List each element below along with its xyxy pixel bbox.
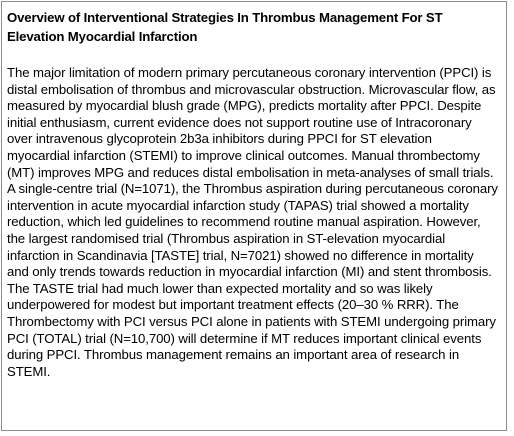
paragraph-spacer — [7, 46, 498, 65]
abstract-title: Overview of Interventional Strategies In Thrombus Management For ST Elevation Myocardial Infarction — [7, 10, 443, 44]
abstract-body: The major limitation of modern primary percutaneous coronary intervention (PPCI) is distal embolisation of thrombus and microvascular obstruction. Microvascular flow, as measured by myocardial blush grade (MPG), predicts mortality after PPCI. Despite initial enthusiasm, current evidence does not support routine use of Intracoronary over intravenous glycoprotein 2b3a inhibitors during PPCI for ST elevation myocardial infarction (STEMI) to improve clinical outcomes. Manual thrombectomy (MT) improves MPG and reduces distal embolisation in meta-analyses of small trials. A single-centre trial (N=1071), the Thrombus aspiration during percutaneous coronary intervention in acute myocardial infarction study (TAPAS) trial showed a mortality reduction, which led guidelines to recommend routine manual aspiration. However, the largest randomised trial (Thrombus aspiration in ST-elevation myocardial infarction in Scandinavia [TASTE] trial, N=7021) showed no difference in mortality and only trends towards reduction in myocardial infarction (MI) and stent thrombosis. The TASTE trial had much lower than expected mortality and so was likely underpowered for modest but important treatment effects (20–30 % RRR). The Thrombectomy with PCI versus PCI alone in patients with STEMI undergoing primary PCI (TOTAL) trial (N=10,700) will determine if MT reduces important clinical events during PPCI. Thrombus management remains an important area of research in STEMI. — [7, 65, 498, 379]
abstract-box — [1, 1, 507, 431]
